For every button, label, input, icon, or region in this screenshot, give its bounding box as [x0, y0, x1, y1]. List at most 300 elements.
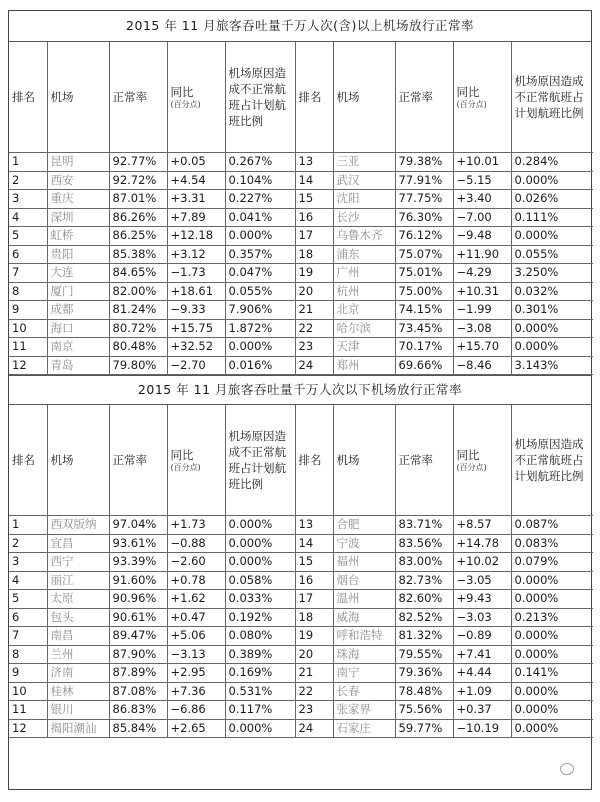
- cell-yoy: −5.15: [453, 171, 511, 190]
- cell-ratio: 0.026%: [511, 190, 593, 209]
- cell-ratio: 0.267%: [225, 153, 295, 172]
- table-row: [9, 301, 593, 320]
- cell-airport: 海口: [47, 319, 109, 338]
- cell-ratio: 0.000%: [511, 571, 593, 590]
- cell-rank: 7: [9, 264, 47, 283]
- cell-ratio: 0.000%: [225, 534, 295, 553]
- table-row: [9, 590, 593, 609]
- cell-airport: 昆明: [47, 153, 109, 172]
- table-row: [9, 516, 593, 535]
- cell-rank: 1: [9, 516, 47, 535]
- cell-rank: 9: [9, 664, 47, 683]
- cell-rate: 75.00%: [395, 282, 453, 301]
- table-small-airports: [9, 375, 591, 738]
- cell-rank: 23: [295, 338, 333, 357]
- cell-rate: 76.12%: [395, 227, 453, 246]
- header-ratio: 机场原因造成不正常航班占计划航班比例: [511, 42, 593, 153]
- cell-yoy: −8.46: [453, 356, 511, 375]
- cell-yoy: −3.13: [167, 645, 225, 664]
- cell-yoy: −3.08: [453, 319, 511, 338]
- cell-rate: 90.96%: [109, 590, 167, 609]
- cell-yoy: +2.65: [167, 719, 225, 738]
- data-table: [9, 405, 593, 738]
- header-yoy-unit: (百分点): [456, 463, 487, 472]
- cell-airport: 虹桥: [47, 227, 109, 246]
- cell-yoy: +0.78: [167, 571, 225, 590]
- cell-rate: 82.73%: [395, 571, 453, 590]
- cell-ratio: 0.111%: [511, 208, 593, 227]
- table-row: [9, 608, 593, 627]
- header-ratio: 机场原因造成不正常航班占计划航班比例: [225, 405, 295, 516]
- cell-rate: 75.56%: [395, 701, 453, 720]
- cell-rate: 89.47%: [109, 627, 167, 646]
- cell-ratio: 0.117%: [225, 701, 295, 720]
- cell-rank: 13: [295, 153, 333, 172]
- cell-ratio: 0.169%: [225, 664, 295, 683]
- cell-yoy: +15.70: [453, 338, 511, 357]
- cell-ratio: 3.143%: [511, 356, 593, 375]
- cell-airport: 西安: [47, 171, 109, 190]
- header-rate: 正常率: [395, 405, 453, 516]
- cell-airport: 烟台: [333, 571, 395, 590]
- cell-ratio: 0.000%: [511, 338, 593, 357]
- cell-ratio: 0.000%: [511, 319, 593, 338]
- cell-yoy: −9.33: [167, 301, 225, 320]
- cell-yoy: +4.54: [167, 171, 225, 190]
- cell-ratio: 0.213%: [511, 608, 593, 627]
- cell-airport: 长春: [333, 682, 395, 701]
- cell-rate: 82.00%: [109, 282, 167, 301]
- cell-yoy: −3.05: [453, 571, 511, 590]
- cell-rank: 11: [9, 338, 47, 357]
- cell-ratio: 0.055%: [511, 245, 593, 264]
- cell-rank: 19: [295, 627, 333, 646]
- header-rank: 排名: [9, 42, 47, 153]
- cell-airport: 厦门: [47, 282, 109, 301]
- cell-yoy: −2.60: [167, 553, 225, 572]
- cell-airport: 西双版纳: [47, 516, 109, 535]
- cell-rank: 8: [9, 645, 47, 664]
- cell-ratio: 0.000%: [225, 227, 295, 246]
- cell-rate: 59.77%: [395, 719, 453, 738]
- cell-ratio: 0.033%: [225, 590, 295, 609]
- cell-rate: 93.39%: [109, 553, 167, 572]
- cell-airport: 呼和浩特: [333, 627, 395, 646]
- cell-rank: 2: [9, 534, 47, 553]
- cell-ratio: 0.357%: [225, 245, 295, 264]
- cell-rate: 87.90%: [109, 645, 167, 664]
- cell-rate: 83.71%: [395, 516, 453, 535]
- cell-airport: 丽江: [47, 571, 109, 590]
- cell-ratio: 0.000%: [511, 701, 593, 720]
- cell-yoy: +11.90: [453, 245, 511, 264]
- cell-airport: 宜昌: [47, 534, 109, 553]
- cell-rate: 69.66%: [395, 356, 453, 375]
- header-row: [9, 42, 593, 153]
- cell-rate: 92.77%: [109, 153, 167, 172]
- cell-yoy: +2.95: [167, 664, 225, 683]
- cell-airport: 福州: [333, 553, 395, 572]
- cell-yoy: −7.00: [453, 208, 511, 227]
- cell-airport: 沈阳: [333, 190, 395, 209]
- cell-airport: 武汉: [333, 171, 395, 190]
- cell-rate: 78.48%: [395, 682, 453, 701]
- table-row: [9, 153, 593, 172]
- cell-rank: 5: [9, 590, 47, 609]
- cell-rate: 90.61%: [109, 608, 167, 627]
- cell-airport: 哈尔滨: [333, 319, 395, 338]
- cell-yoy: −10.19: [453, 719, 511, 738]
- cell-rate: 85.84%: [109, 719, 167, 738]
- header-yoy-label: 同比: [456, 448, 480, 462]
- header-airport: 机场: [47, 405, 109, 516]
- cell-rank: 14: [295, 534, 333, 553]
- cell-ratio: 0.104%: [225, 171, 295, 190]
- cell-airport: 宁波: [333, 534, 395, 553]
- cell-rank: 3: [9, 553, 47, 572]
- cell-rate: 75.01%: [395, 264, 453, 283]
- table-row: [9, 282, 593, 301]
- cell-rank: 7: [9, 627, 47, 646]
- cell-rate: 74.15%: [395, 301, 453, 320]
- cell-airport: 威海: [333, 608, 395, 627]
- cell-yoy: −1.99: [453, 301, 511, 320]
- table-row: [9, 190, 593, 209]
- header-yoy: [167, 405, 225, 516]
- header-yoy-unit: (百分点): [456, 100, 487, 109]
- cell-yoy: −2.70: [167, 356, 225, 375]
- cell-rank: 2: [9, 171, 47, 190]
- cell-airport: 桂林: [47, 682, 109, 701]
- cell-rank: 9: [9, 301, 47, 320]
- cell-yoy: +3.31: [167, 190, 225, 209]
- header-airport: 机场: [47, 42, 109, 153]
- cell-rank: 6: [9, 245, 47, 264]
- cell-yoy: −4.29: [453, 264, 511, 283]
- cell-yoy: −1.73: [167, 264, 225, 283]
- cell-rate: 86.83%: [109, 701, 167, 720]
- wechat-icon: [560, 763, 574, 775]
- table-title: 2015 年 11 月旅客吞吐量千万人次以下机场放行正常率: [9, 375, 591, 405]
- cell-ratio: 0.000%: [225, 338, 295, 357]
- table-body: [9, 153, 593, 375]
- cell-ratio: 0.389%: [225, 645, 295, 664]
- header-airport: 机场: [333, 405, 395, 516]
- cell-airport: 南昌: [47, 627, 109, 646]
- cell-yoy: +18.61: [167, 282, 225, 301]
- cell-airport: 合肥: [333, 516, 395, 535]
- table-row: [9, 719, 593, 738]
- cell-yoy: −9.48: [453, 227, 511, 246]
- table-row: [9, 664, 593, 683]
- table-row: [9, 534, 593, 553]
- cell-yoy: −3.03: [453, 608, 511, 627]
- cell-rank: 5: [9, 227, 47, 246]
- cell-airport: 温州: [333, 590, 395, 609]
- cell-rank: 22: [295, 319, 333, 338]
- cell-ratio: 0.000%: [225, 553, 295, 572]
- cell-ratio: 3.250%: [511, 264, 593, 283]
- cell-airport: 西宁: [47, 553, 109, 572]
- header-yoy-label: 同比: [456, 85, 480, 99]
- cell-airport: 重庆: [47, 190, 109, 209]
- header-yoy: [453, 42, 511, 153]
- cell-rate: 92.72%: [109, 171, 167, 190]
- cell-rank: 16: [295, 208, 333, 227]
- cell-airport: 揭阳潮汕: [47, 719, 109, 738]
- cell-rate: 82.52%: [395, 608, 453, 627]
- header-rate: 正常率: [395, 42, 453, 153]
- cell-rank: 18: [295, 608, 333, 627]
- cell-rank: 4: [9, 571, 47, 590]
- cell-airport: 包头: [47, 608, 109, 627]
- cell-yoy: +10.31: [453, 282, 511, 301]
- cell-ratio: 0.080%: [225, 627, 295, 646]
- header-yoy: [167, 42, 225, 153]
- table-row: [9, 553, 593, 572]
- cell-rate: 79.36%: [395, 664, 453, 683]
- cell-rate: 86.26%: [109, 208, 167, 227]
- cell-rank: 15: [295, 190, 333, 209]
- cell-ratio: 0.000%: [225, 719, 295, 738]
- table-row: [9, 682, 593, 701]
- cell-airport: 兰州: [47, 645, 109, 664]
- watermark: [560, 763, 577, 775]
- table-row: [9, 319, 593, 338]
- cell-yoy: −0.88: [167, 534, 225, 553]
- cell-airport: 广州: [333, 264, 395, 283]
- cell-rate: 87.08%: [109, 682, 167, 701]
- cell-rate: 81.32%: [395, 627, 453, 646]
- cell-airport: 天津: [333, 338, 395, 357]
- cell-ratio: 0.000%: [511, 682, 593, 701]
- cell-rate: 97.04%: [109, 516, 167, 535]
- cell-rank: 13: [295, 516, 333, 535]
- cell-airport: 三亚: [333, 153, 395, 172]
- cell-yoy: +1.62: [167, 590, 225, 609]
- table-row: [9, 245, 593, 264]
- header-rate: 正常率: [109, 405, 167, 516]
- header-row: [9, 405, 593, 516]
- table-row: [9, 645, 593, 664]
- cell-rate: 77.75%: [395, 190, 453, 209]
- document-sheet: [8, 10, 592, 790]
- cell-rate: 80.48%: [109, 338, 167, 357]
- table-row: [9, 171, 593, 190]
- cell-ratio: 1.872%: [225, 319, 295, 338]
- cell-rank: 12: [9, 356, 47, 375]
- cell-rate: 93.61%: [109, 534, 167, 553]
- header-rank: 排名: [9, 405, 47, 516]
- header-yoy-unit: (百分点): [170, 100, 201, 109]
- data-table: [9, 42, 593, 375]
- cell-airport: 长沙: [333, 208, 395, 227]
- cell-rate: 77.91%: [395, 171, 453, 190]
- header-yoy-label: 同比: [170, 85, 194, 99]
- cell-yoy: +0.37: [453, 701, 511, 720]
- cell-airport: 济南: [47, 664, 109, 683]
- cell-rate: 79.80%: [109, 356, 167, 375]
- cell-yoy: +0.47: [167, 608, 225, 627]
- cell-ratio: 0.032%: [511, 282, 593, 301]
- cell-airport: 贵阳: [47, 245, 109, 264]
- cell-rank: 6: [9, 608, 47, 627]
- table-row: [9, 264, 593, 283]
- cell-rate: 82.60%: [395, 590, 453, 609]
- cell-rank: 15: [295, 553, 333, 572]
- cell-airport: 杭州: [333, 282, 395, 301]
- table-row: [9, 701, 593, 720]
- cell-rate: 81.24%: [109, 301, 167, 320]
- cell-rank: 21: [295, 664, 333, 683]
- cell-rank: 3: [9, 190, 47, 209]
- cell-yoy: +0.05: [167, 153, 225, 172]
- cell-yoy: +32.52: [167, 338, 225, 357]
- cell-yoy: +10.01: [453, 153, 511, 172]
- cell-ratio: 0.079%: [511, 553, 593, 572]
- cell-ratio: 0.531%: [225, 682, 295, 701]
- header-rank: 排名: [295, 42, 333, 153]
- cell-airport: 珠海: [333, 645, 395, 664]
- cell-rank: 17: [295, 590, 333, 609]
- cell-rate: 83.00%: [395, 553, 453, 572]
- header-ratio: 机场原因造成不正常航班占计划航班比例: [511, 405, 593, 516]
- table-row: [9, 627, 593, 646]
- cell-ratio: 0.000%: [225, 516, 295, 535]
- cell-airport: 北京: [333, 301, 395, 320]
- cell-rank: 23: [295, 701, 333, 720]
- cell-rank: 18: [295, 245, 333, 264]
- cell-yoy: +3.40: [453, 190, 511, 209]
- cell-ratio: 0.041%: [225, 208, 295, 227]
- cell-yoy: +9.43: [453, 590, 511, 609]
- cell-rate: 76.30%: [395, 208, 453, 227]
- cell-ratio: 0.047%: [225, 264, 295, 283]
- table-large-airports: [9, 11, 591, 375]
- cell-rate: 79.55%: [395, 645, 453, 664]
- cell-rate: 87.01%: [109, 190, 167, 209]
- table-row: [9, 208, 593, 227]
- cell-yoy: +7.41: [453, 645, 511, 664]
- cell-ratio: 0.141%: [511, 664, 593, 683]
- cell-yoy: +14.78: [453, 534, 511, 553]
- cell-yoy: −0.89: [453, 627, 511, 646]
- cell-rate: 70.17%: [395, 338, 453, 357]
- cell-rate: 73.45%: [395, 319, 453, 338]
- cell-ratio: 7.906%: [225, 301, 295, 320]
- cell-airport: 青岛: [47, 356, 109, 375]
- cell-airport: 石家庄: [333, 719, 395, 738]
- cell-rank: 22: [295, 682, 333, 701]
- cell-yoy: +1.73: [167, 516, 225, 535]
- cell-rate: 87.89%: [109, 664, 167, 683]
- cell-airport: 深圳: [47, 208, 109, 227]
- cell-yoy: +7.89: [167, 208, 225, 227]
- cell-rank: 10: [9, 682, 47, 701]
- cell-rank: 20: [295, 282, 333, 301]
- cell-rank: 12: [9, 719, 47, 738]
- header-yoy-unit: (百分点): [170, 463, 201, 472]
- cell-ratio: 0.000%: [511, 590, 593, 609]
- cell-ratio: 0.000%: [511, 719, 593, 738]
- cell-rank: 8: [9, 282, 47, 301]
- cell-rank: 20: [295, 645, 333, 664]
- cell-airport: 郑州: [333, 356, 395, 375]
- cell-ratio: 0.000%: [511, 645, 593, 664]
- cell-yoy: +7.36: [167, 682, 225, 701]
- cell-rank: 1: [9, 153, 47, 172]
- table-row: [9, 338, 593, 357]
- cell-ratio: 0.000%: [511, 171, 593, 190]
- table-title: 2015 年 11 月旅客吞吐量千万人次(含)以上机场放行正常率: [9, 11, 591, 42]
- cell-airport: 大连: [47, 264, 109, 283]
- cell-rank: 16: [295, 571, 333, 590]
- cell-rate: 85.38%: [109, 245, 167, 264]
- cell-yoy: +1.09: [453, 682, 511, 701]
- cell-yoy: −6.86: [167, 701, 225, 720]
- cell-rate: 79.38%: [395, 153, 453, 172]
- cell-rank: 17: [295, 227, 333, 246]
- cell-rate: 84.65%: [109, 264, 167, 283]
- cell-yoy: +5.06: [167, 627, 225, 646]
- cell-yoy: +4.44: [453, 664, 511, 683]
- table-body: [9, 516, 593, 738]
- table-row: [9, 571, 593, 590]
- cell-airport: 浦东: [333, 245, 395, 264]
- cell-rate: 80.72%: [109, 319, 167, 338]
- cell-rank: 10: [9, 319, 47, 338]
- cell-ratio: 0.227%: [225, 190, 295, 209]
- cell-ratio: 0.087%: [511, 516, 593, 535]
- cell-rate: 83.56%: [395, 534, 453, 553]
- cell-ratio: 0.000%: [511, 627, 593, 646]
- cell-ratio: 0.192%: [225, 608, 295, 627]
- header-yoy: [453, 405, 511, 516]
- cell-yoy: +10.02: [453, 553, 511, 572]
- cell-airport: 成都: [47, 301, 109, 320]
- header-yoy-label: 同比: [170, 448, 194, 462]
- cell-ratio: 0.284%: [511, 153, 593, 172]
- cell-ratio: 0.016%: [225, 356, 295, 375]
- cell-rate: 75.07%: [395, 245, 453, 264]
- cell-yoy: +3.12: [167, 245, 225, 264]
- cell-rank: 24: [295, 356, 333, 375]
- cell-rate: 86.25%: [109, 227, 167, 246]
- cell-yoy: +15.75: [167, 319, 225, 338]
- cell-rank: 11: [9, 701, 47, 720]
- cell-rank: 21: [295, 301, 333, 320]
- cell-rank: 14: [295, 171, 333, 190]
- cell-ratio: 0.058%: [225, 571, 295, 590]
- cell-rank: 4: [9, 208, 47, 227]
- cell-ratio: 0.000%: [511, 227, 593, 246]
- cell-ratio: 0.083%: [511, 534, 593, 553]
- cell-yoy: +12.18: [167, 227, 225, 246]
- table-row: [9, 227, 593, 246]
- header-airport: 机场: [333, 42, 395, 153]
- header-ratio: 机场原因造成不正常航班占计划航班比例: [225, 42, 295, 153]
- cell-airport: 南宁: [333, 664, 395, 683]
- cell-airport: 乌鲁木齐: [333, 227, 395, 246]
- cell-rate: 91.60%: [109, 571, 167, 590]
- cell-rank: 19: [295, 264, 333, 283]
- cell-ratio: 0.055%: [225, 282, 295, 301]
- header-rate: 正常率: [109, 42, 167, 153]
- cell-airport: 张家界: [333, 701, 395, 720]
- cell-yoy: +8.57: [453, 516, 511, 535]
- cell-ratio: 0.301%: [511, 301, 593, 320]
- cell-airport: 南京: [47, 338, 109, 357]
